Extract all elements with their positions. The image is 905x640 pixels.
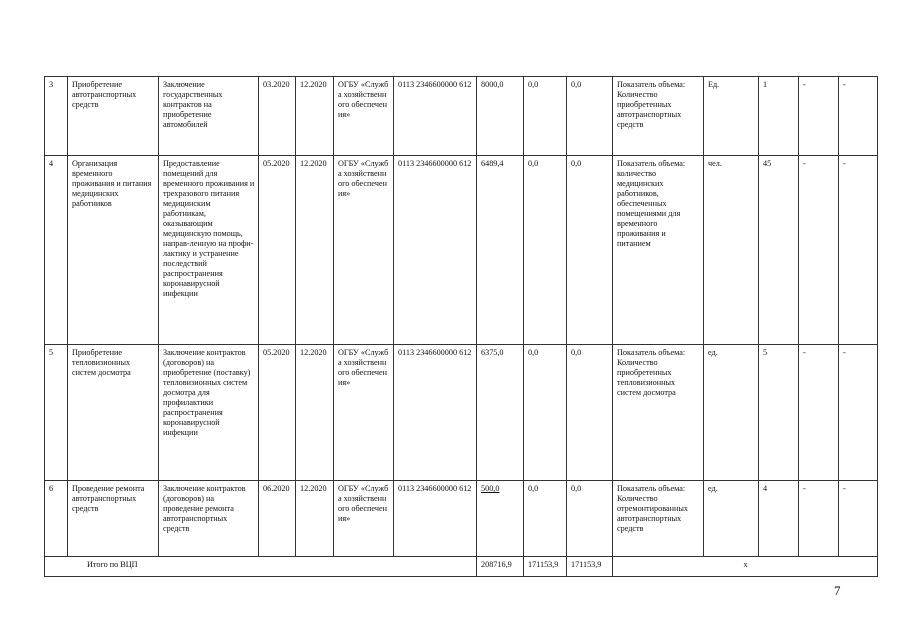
dash-2: -: [839, 481, 878, 557]
row-number: 5: [45, 345, 68, 481]
total-amount: [477, 481, 524, 557]
page-number: 7: [834, 583, 841, 598]
indicator-value: 1: [759, 77, 799, 156]
amount-2: 0,0: [567, 345, 613, 481]
activity-content: Заключение государственных контрактов на приобретение автомобилей: [159, 77, 259, 156]
dash-1: -: [799, 77, 839, 156]
end-date: 12.2020: [296, 77, 334, 156]
amount-1: 0,0: [524, 156, 567, 345]
executor: ОГБУ «Служба хозяйственного обеспечения»: [334, 345, 394, 481]
activity-name: Организация временного проживания и питания медицинских работников: [68, 156, 159, 345]
amount-1: 0,0: [524, 481, 567, 557]
indicator-value: 45: [759, 156, 799, 345]
executor: ОГБУ «Служба хозяйственного обеспечения»: [334, 156, 394, 345]
dash-2: -: [839, 345, 878, 481]
end-date: 12.2020: [296, 156, 334, 345]
row-number: 4: [45, 156, 68, 345]
table-row: [45, 481, 878, 557]
dash-1: -: [799, 345, 839, 481]
activity-name: Приобретение тепловизионных систем досмотра: [68, 345, 159, 481]
amount-2: 0,0: [567, 481, 613, 557]
summary-total: 208716,9: [477, 557, 524, 577]
activity-content: Предоставление помещений для временного проживания и трехразового питания медицинским работникам, оказывающим медицинскую помощь, направ-ленную на профи-лактику и устранение последствий распространения коронавирусной инфекции: [159, 156, 259, 345]
end-date: 12.2020: [296, 345, 334, 481]
total-amount: 6489,4: [477, 156, 524, 345]
activity-name: Проведение ремонта автотранспортных средств: [68, 481, 159, 557]
amount-2: 0,0: [567, 156, 613, 345]
row-number: 6: [45, 481, 68, 557]
activity-content: Заключение контрактов (договоров) на приобретение (поставку) тепловизионных систем досмотра для профилактики распространения коронавирусной инфекции: [159, 345, 259, 481]
total-amount: 8000,0: [477, 77, 524, 156]
row-number: 3: [45, 77, 68, 156]
summary-amount-2: 171153,9: [567, 557, 613, 577]
table-row: [45, 156, 878, 345]
executor: ОГБУ «Служба хозяйственного обеспечения»: [334, 77, 394, 156]
executor: ОГБУ «Служба хозяйственного обеспечения»: [334, 481, 394, 557]
budget-code: 0113 2346600000 612: [394, 345, 477, 481]
dash-2: -: [839, 77, 878, 156]
start-date: 06.2020: [259, 481, 296, 557]
indicator: Показатель объема: Количество отремонтированных автотранспортных средств: [613, 481, 704, 557]
start-date: 05.2020: [259, 345, 296, 481]
unit: ед.: [704, 345, 759, 481]
dash-2: -: [839, 156, 878, 345]
summary-mark: х: [613, 557, 878, 577]
budget-code: 0113 2346600000 612: [394, 156, 477, 345]
unit: Ед.: [704, 77, 759, 156]
budget-code: 0113 2346600000 612: [394, 481, 477, 557]
start-date: 05.2020: [259, 156, 296, 345]
table-row: [45, 345, 878, 481]
summary-amount-1: 171153,9: [524, 557, 567, 577]
amount-2: 0,0: [567, 77, 613, 156]
budget-code: 0113 2346600000 612: [394, 77, 477, 156]
dash-1: -: [799, 156, 839, 345]
program-activities-table: [44, 76, 878, 577]
total-amount-value: 500,0: [481, 484, 500, 493]
total-amount: 6375,0: [477, 345, 524, 481]
summary-label: Итого по ВЦП: [45, 557, 477, 577]
indicator: Показатель объема: Количество приобретенных автотранспортных средств: [613, 77, 704, 156]
end-date: 12.2020: [296, 481, 334, 557]
indicator-value: 4: [759, 481, 799, 557]
indicator: Показатель объема: Количество приобретенных тепловизионных систем досмотра: [613, 345, 704, 481]
table-row: [45, 77, 878, 156]
unit: ед.: [704, 481, 759, 557]
activity-content: Заключение контрактов (договоров) на проведение ремонта автотранспортных средств: [159, 481, 259, 557]
indicator: Показатель объема: количество медицинских работников, обеспеченных помещениями для временного проживания и питанием: [613, 156, 704, 345]
dash-1: -: [799, 481, 839, 557]
start-date: 03.2020: [259, 77, 296, 156]
unit: чел.: [704, 156, 759, 345]
indicator-value: 5: [759, 345, 799, 481]
summary-row: [45, 557, 878, 577]
amount-1: 0,0: [524, 77, 567, 156]
amount-1: 0,0: [524, 345, 567, 481]
activity-name: Приобретение автотранспортных средств: [68, 77, 159, 156]
